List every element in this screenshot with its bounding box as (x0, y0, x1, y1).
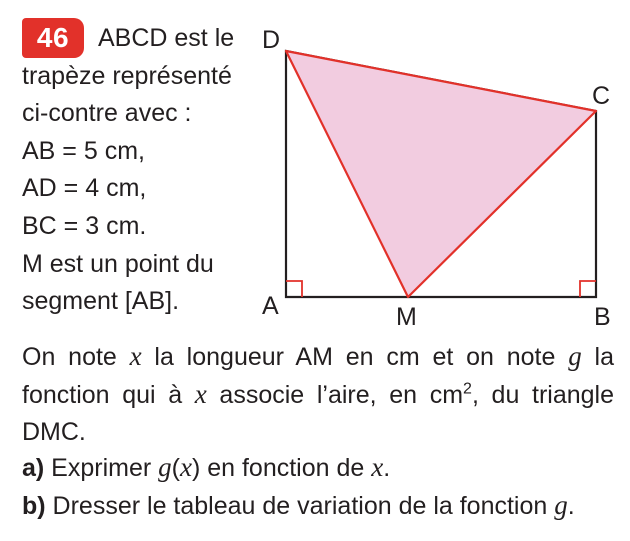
exercise-number: 46 (36, 22, 70, 53)
exercise-intro (22, 20, 252, 321)
intro-line: BC = 3 cm. (22, 211, 147, 240)
intro-line: AD = 4 cm, (22, 174, 147, 203)
variable-x: x (194, 379, 207, 409)
question-b-label: b) (22, 492, 46, 520)
intro-line: AB = 5 cm, (22, 136, 145, 165)
right-angle-mark-b (580, 281, 596, 297)
intro-line: segment [AB]. (22, 287, 180, 316)
variable-x: x (129, 341, 142, 371)
exercise-statement: On note x la longueur AM en cm et on note g la fonction qui à x associe l’aire, en $cm^2$, du triangle DMC. (22, 341, 615, 446)
unit-exponent: 2 (463, 380, 472, 398)
intro-line: ABCD est le (98, 24, 235, 52)
intro-line: trapèze représenté (22, 61, 232, 90)
right-angle-mark-a (286, 281, 302, 297)
function-g: g (568, 341, 582, 371)
vertex-label-c: C (592, 82, 611, 110)
vertex-label-b: B (594, 303, 611, 331)
trapezoid-figure (250, 20, 620, 330)
vertex-label-a: A (262, 292, 279, 320)
triangle-dmc (286, 51, 596, 297)
question-b: b) Dresser le tableau de variation de la fonction g. (22, 490, 575, 520)
vertex-label-m: M (396, 303, 417, 331)
intro-line: ci-contre avec : (22, 99, 192, 128)
question-a-label: a) (22, 454, 45, 482)
intro-line: M est un point du (22, 249, 214, 278)
question-a: a) Exprimer g(x) en fonction de x. (22, 452, 391, 482)
vertex-label-d: D (262, 26, 281, 54)
